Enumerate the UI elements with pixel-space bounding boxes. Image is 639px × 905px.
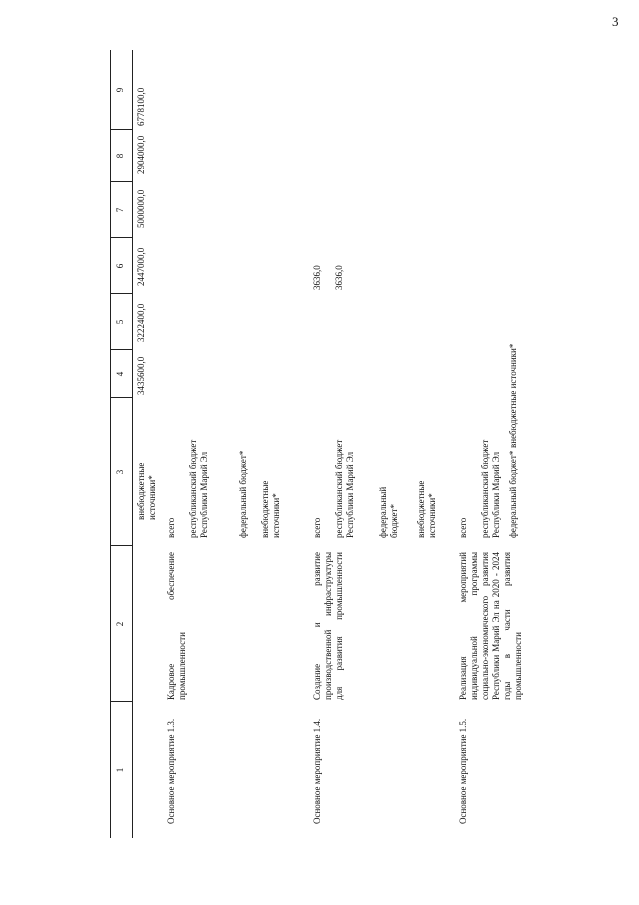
continuation-value-4: 3435600,0 xyxy=(136,356,146,395)
row-1-4-source-fed: федеральный бюджет* xyxy=(378,486,399,538)
col-sep xyxy=(110,293,132,294)
row-1-5-description: Реализация мероприятий индивидуальной программы социально-экономического развития Республики Марий Эл на 2020 - 2024 годы в части развития промышленности xyxy=(458,552,523,700)
header-col-2: 2 xyxy=(115,621,125,627)
col-sep xyxy=(110,701,132,702)
table-top-border xyxy=(110,50,111,838)
row-1-5-source-rep: республиканский бюджет Республики Марий Эл xyxy=(480,439,501,538)
page-number: 3 xyxy=(612,14,619,29)
row-1-4-source-ext: внебюджетные источники* xyxy=(416,480,437,538)
row-1-5-source-fed: федеральный бюджет* xyxy=(508,450,518,538)
col-sep xyxy=(110,349,132,350)
row-1-3-source-rep: республиканский бюджет Республики Марий Эл xyxy=(188,439,209,538)
header-col-5: 5 xyxy=(115,319,125,325)
rotated-table xyxy=(110,48,530,838)
col-sep xyxy=(110,397,132,398)
row-1-4-source-rep: республиканский бюджет Республики Марий Эл xyxy=(334,439,355,538)
row-1-3-source-fed: федеральный бюджет* xyxy=(238,450,248,538)
continuation-value-9: 6778100,0 xyxy=(136,87,146,126)
col-sep xyxy=(110,545,132,546)
continuation-value-7: 5000000,0 xyxy=(136,189,146,228)
header-bottom-border xyxy=(132,50,133,838)
row-1-3-label: Основное мероприятие 1.3. xyxy=(166,718,176,824)
continuation-value-5: 3222400,0 xyxy=(136,303,146,342)
row-1-4-description: Создание и развитие производственной инфраструктуры для развития промышленности xyxy=(312,552,344,700)
col-sep xyxy=(110,237,132,238)
row-1-5-source-total: всего xyxy=(458,517,468,538)
row-1-4-col5-rep: 3636,0 xyxy=(334,265,344,290)
row-1-3-source-total: всего xyxy=(166,517,176,538)
header-col-3: 3 xyxy=(115,469,125,475)
continuation-value-8: 2904000,0 xyxy=(136,135,146,174)
continuation-value-6: 2447000,0 xyxy=(136,247,146,286)
row-1-5-label: Основное мероприятие 1.5. xyxy=(458,718,468,824)
row-1-3-description: Кадровое обеспечение промышленности xyxy=(166,552,187,700)
header-col-8: 8 xyxy=(115,153,125,159)
header-col-4: 4 xyxy=(115,371,125,377)
row-1-4-label: Основное мероприятие 1.4. xyxy=(312,718,322,824)
header-col-6: 6 xyxy=(115,263,125,269)
header-col-1: 1 xyxy=(115,767,125,773)
header-col-7: 7 xyxy=(115,207,125,213)
row-1-4-col5-total: 3636,0 xyxy=(312,265,322,290)
continuation-source: внебюджетные источники* xyxy=(136,462,157,520)
row-1-4-source-total: всего xyxy=(312,517,322,538)
header-col-9: 9 xyxy=(115,87,125,93)
row-1-3-source-ext: внебюджетные источники* xyxy=(260,480,281,538)
col-sep xyxy=(110,181,132,182)
col-sep xyxy=(110,129,132,130)
row-1-5-source-ext: внебюджетные источники* xyxy=(508,343,518,448)
